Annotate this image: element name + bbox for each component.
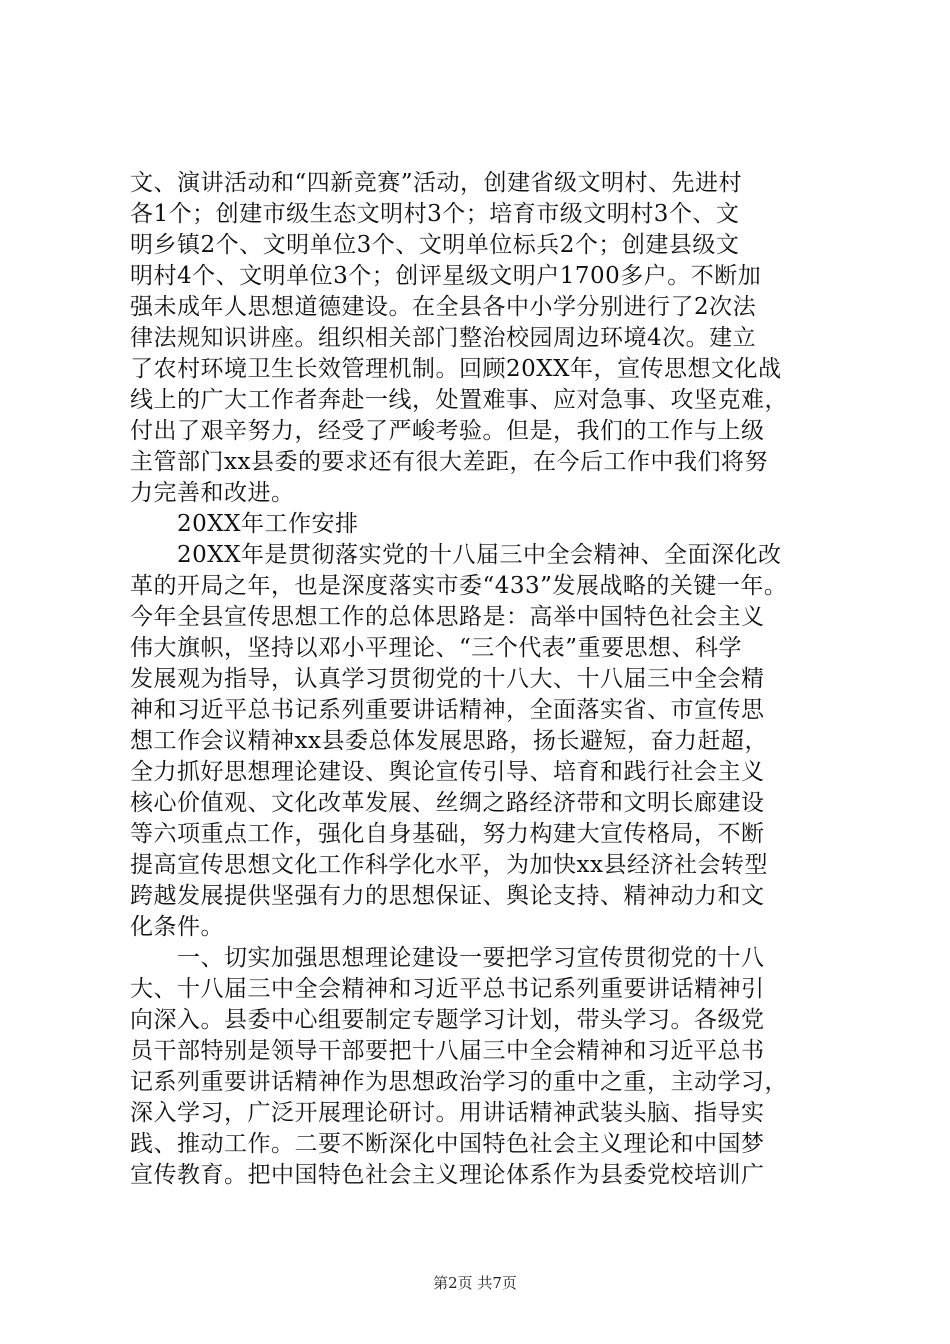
section-heading: 20XX年工作安排 xyxy=(177,511,359,537)
text-line: 核心价值观、文化改革发展、丝绸之路经济带和文明长廊建设 xyxy=(130,790,765,816)
text-line: 员干部特别是领导干部要把十八届三中全会精神和习近平总书 xyxy=(130,1038,765,1064)
text-line: 想工作会议精神xx县委总体发展思路，扬长避短，奋力赶超， xyxy=(130,728,768,754)
text-line: 发展观为指导，认真学习贯彻党的十八大、十八届三中全会精 xyxy=(130,666,765,692)
text-line: 今年全县宣传思想工作的总体思路是：高举中国特色社会主义 xyxy=(130,604,765,630)
document-body xyxy=(130,168,830,1191)
text-line: 神和习近平总书记系列重要讲话精神，全面落实省、市宣传思 xyxy=(130,697,765,723)
text-line: 伟大旗帜，坚持以邓小平理论、“三个代表”重要思想、科学 xyxy=(130,635,743,661)
text-line: 文、演讲活动和“四新竞赛”活动，创建省级文明村、先进村 xyxy=(130,170,743,196)
text-line: 各1个；创建市级生态文明村3个；培育市级文明村3个、文 xyxy=(130,201,740,227)
text-line: 了农村环境卫生长效管理机制。回顾20XX年，宣传思想文化战 xyxy=(130,356,782,382)
text-line: 力完善和改进。 xyxy=(130,480,295,506)
text-line: 等六项重点工作，强化自身基础，努力构建大宣传格局，不断 xyxy=(130,821,765,847)
text-line: 付出了艰辛努力，经受了严峻考验。但是，我们的工作与上级 xyxy=(130,418,765,444)
text-line: 革的开局之年，也是深度落实市委“433”发展战略的关键一年。 xyxy=(130,573,788,599)
text-line: 化条件。 xyxy=(130,914,224,940)
text-line: 全力抓好思想理论建设、舆论宣传引导、培育和践行社会主义 xyxy=(130,759,765,785)
text-line: 践、推动工作。二要不断深化中国特色社会主义理论和中国梦 xyxy=(130,1131,765,1157)
text-line: 主管部门xx县委的要求还有很大差距，在今后工作中我们将努 xyxy=(130,449,768,475)
text-line: 向深入。县委中心组要制定专题学习计划，带头学习。各级党 xyxy=(130,1007,765,1033)
paragraph-first-line: 一、切实加强思想理论建设一要把学习宣传贯彻党的十八 xyxy=(177,945,765,971)
text-line: 宣传教育。把中国特色社会主义理论体系作为县委党校培训广 xyxy=(130,1162,765,1188)
text-line: 线上的广大工作者奔赴一线，处置难事、应对急事、攻坚克难， xyxy=(130,387,788,413)
paragraph-first-line: 20XX年是贯彻落实党的十八届三中全会精神、全面深化改 xyxy=(177,542,782,568)
text-line: 深入学习，广泛开展理论研讨。用讲话精神武装头脑、指导实 xyxy=(130,1100,765,1126)
text-line: 明村4个、文明单位3个；创评星级文明户1700多户。不断加 xyxy=(130,263,762,289)
page-number-footer: 第2页 共7页 xyxy=(433,1274,517,1292)
text-line: 大、十八届三中全会精神和习近平总书记系列重要讲话精神引 xyxy=(130,976,765,1002)
text-line: 跨越发展提供坚强有力的思想保证、舆论支持、精神动力和文 xyxy=(130,883,765,909)
text-line: 明乡镇2个、文明单位3个、文明单位标兵2个；创建县级文 xyxy=(130,232,740,258)
text-line: 提高宣传思想文化工作科学化水平，为加快xx县经济社会转型 xyxy=(130,852,768,878)
text-line: 记系列重要讲话精神作为思想政治学习的重中之重，主动学习， xyxy=(130,1069,788,1095)
text-line: 强未成年人思想道德建设。在全县各中小学分别进行了2次法 xyxy=(130,294,757,320)
text-line: 律法规知识讲座。组织相关部门整治校园周边环境4次。建立 xyxy=(130,325,757,351)
